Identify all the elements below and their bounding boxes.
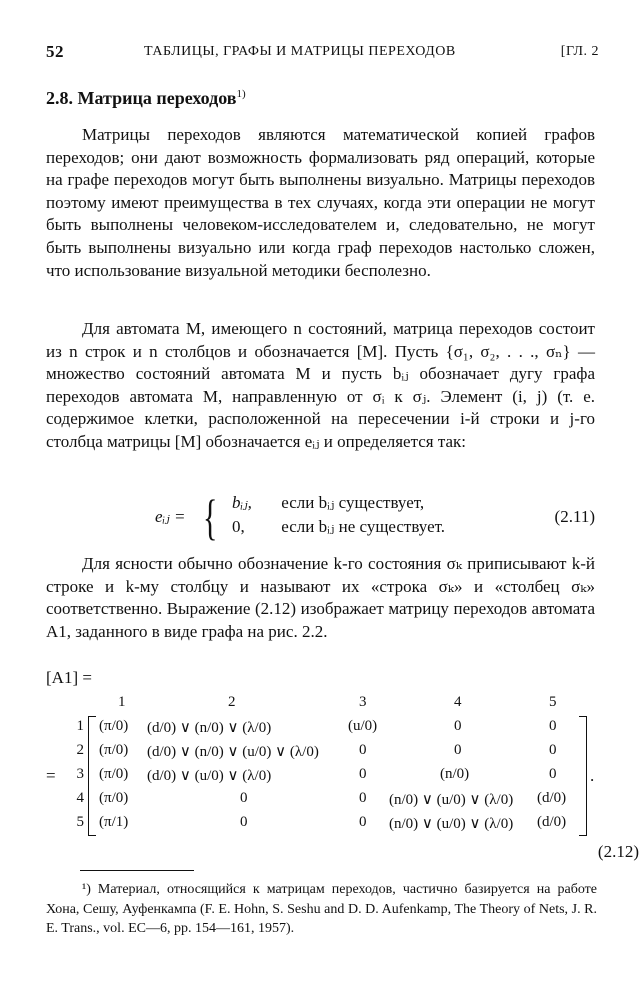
matrix-cell: (π/0) bbox=[99, 718, 129, 734]
column-header: 3 bbox=[359, 694, 367, 710]
matrix-cell: (d/0) ∨ (u/0) ∨ (λ/0) bbox=[147, 768, 272, 784]
formula-lhs: eᵢⱼ = bbox=[155, 507, 186, 526]
matrix-2-12 bbox=[46, 690, 599, 860]
matrix-cell: (d/0) ∨ (n/0) ∨ (λ/0) bbox=[147, 720, 272, 736]
running-title: ТАБЛИЦЫ, ГРАФЫ И МАТРИЦЫ ПЕРЕХОДОВ bbox=[144, 44, 456, 59]
matrix-cell: (π/0) bbox=[99, 742, 129, 758]
row-header: 3 bbox=[76, 766, 84, 782]
matrix-right-bracket bbox=[579, 716, 587, 836]
matrix-cell: (π/0) bbox=[99, 790, 129, 806]
formula-case-2 bbox=[232, 517, 445, 537]
formula-2-11 bbox=[155, 489, 595, 545]
case-2-value: 0, bbox=[232, 517, 245, 536]
row-header: 5 bbox=[76, 814, 84, 830]
matrix-label: [A1] = bbox=[46, 668, 92, 687]
column-header: 2 bbox=[228, 694, 236, 710]
matrix-cell: (n/0) ∨ (u/0) ∨ (λ/0) bbox=[389, 792, 514, 808]
matrix-equals: = bbox=[46, 766, 56, 785]
formula-case-1 bbox=[232, 493, 424, 513]
footnote-mark: 1) bbox=[236, 88, 246, 100]
page-number: 52 bbox=[46, 42, 64, 61]
column-header: 5 bbox=[549, 694, 557, 710]
matrix-cell: (d/0) bbox=[537, 790, 567, 806]
paragraph-1: Матрицы переходов являются математической копией графов переходов; они дают возможность формализовать ряд операций, которые на графе переходов могут быть выполнены визуально. Матрицы переходов поэтому имеют преимущества в тех случаях, когда эти операции не могут быть выполнены человеком-исследователем и, следовательно, не могут быть выполнены визуально или когда граф переходов настолько сложен, что использование визуальной методики бесполезно. bbox=[46, 125, 595, 280]
matrix-cell: (d/0) bbox=[537, 814, 567, 830]
matrix-cell: 0 bbox=[240, 790, 248, 806]
matrix-cell: 0 bbox=[549, 742, 557, 758]
matrix-left-bracket bbox=[88, 716, 96, 836]
paragraph-3: Для ясности обычно обозначение k-го состояния σₖ приписывают k-й строке и k-му столбцу и называют их «строка σₖ» и «столбец σₖ» соответственно. Выражение (2.12) изображает матрицу переходов автомата A1, заданного в виде графа на рис. 2.2. bbox=[46, 554, 595, 641]
case-2-condition: если bᵢⱼ не существует. bbox=[281, 517, 446, 536]
running-header bbox=[46, 42, 599, 64]
formula-brace: { bbox=[203, 489, 218, 545]
row-header: 1 bbox=[76, 718, 84, 734]
matrix-cell: (u/0) bbox=[348, 718, 378, 734]
matrix-cell: (n/0) bbox=[440, 766, 470, 782]
column-header: 4 bbox=[454, 694, 462, 710]
matrix-cell: 0 bbox=[359, 766, 367, 782]
section-title: 2.8. Матрица переходов bbox=[46, 88, 237, 108]
footnote-divider bbox=[80, 870, 194, 871]
matrix-cell: 0 bbox=[240, 814, 248, 830]
paragraph-2: Для автомата M, имеющего n состояний, матрица переходов состоит из n строк и n столбцов и обозначается [M]. Пусть {σ₁, σ₂, . . ., σₙ} — множество состояний автомата M и пусть bᵢⱼ обозначает дугу графа переходов автомата M, направленную от σᵢ к σⱼ. Элемент (i, j) (т. е. содержимое клетки, расположенной на пересечении i-й строки и j-го столбца матрицы [M] обозначается eᵢⱼ и определяется так: bbox=[46, 319, 595, 451]
matrix-cell: (π/1) bbox=[99, 814, 129, 830]
matrix-cell: (d/0) ∨ (n/0) ∨ (u/0) ∨ (λ/0) bbox=[147, 744, 319, 760]
matrix-cell: 0 bbox=[549, 766, 557, 782]
equation-number-2-11: (2.11) bbox=[554, 507, 595, 526]
matrix-cell: 0 bbox=[454, 742, 462, 758]
matrix-cell: 0 bbox=[359, 742, 367, 758]
matrix-trailing-dot: . bbox=[590, 766, 595, 785]
case-1-condition: если bᵢⱼ существует, bbox=[281, 493, 425, 512]
matrix-cell: 0 bbox=[359, 790, 367, 806]
equation-number-2-12: (2.12) bbox=[597, 842, 639, 861]
column-header: 1 bbox=[118, 694, 126, 710]
section-heading bbox=[46, 88, 246, 109]
case-1-value: bᵢⱼ, bbox=[232, 493, 252, 512]
matrix-cell: 0 bbox=[549, 718, 557, 734]
matrix-cell: (n/0) ∨ (u/0) ∨ (λ/0) bbox=[389, 816, 514, 832]
footnote: ¹) Материал, относящийся к матрицам переходов, частично базируется на работе Хона, Сешу, Ауфенкампа (F. E. Hohn, S. Seshu and D. D. Aufenkamp, The Theory of Nets, J. R. E. Trans., vol. EC—6, pp. 154—161, 1957). bbox=[46, 882, 597, 936]
matrix-cell: 0 bbox=[454, 718, 462, 734]
chapter-label: [ГЛ. 2 bbox=[560, 44, 599, 59]
matrix-cell: (π/0) bbox=[99, 766, 129, 782]
matrix-cell: 0 bbox=[359, 814, 367, 830]
row-header: 4 bbox=[76, 790, 84, 806]
row-header: 2 bbox=[76, 742, 84, 758]
